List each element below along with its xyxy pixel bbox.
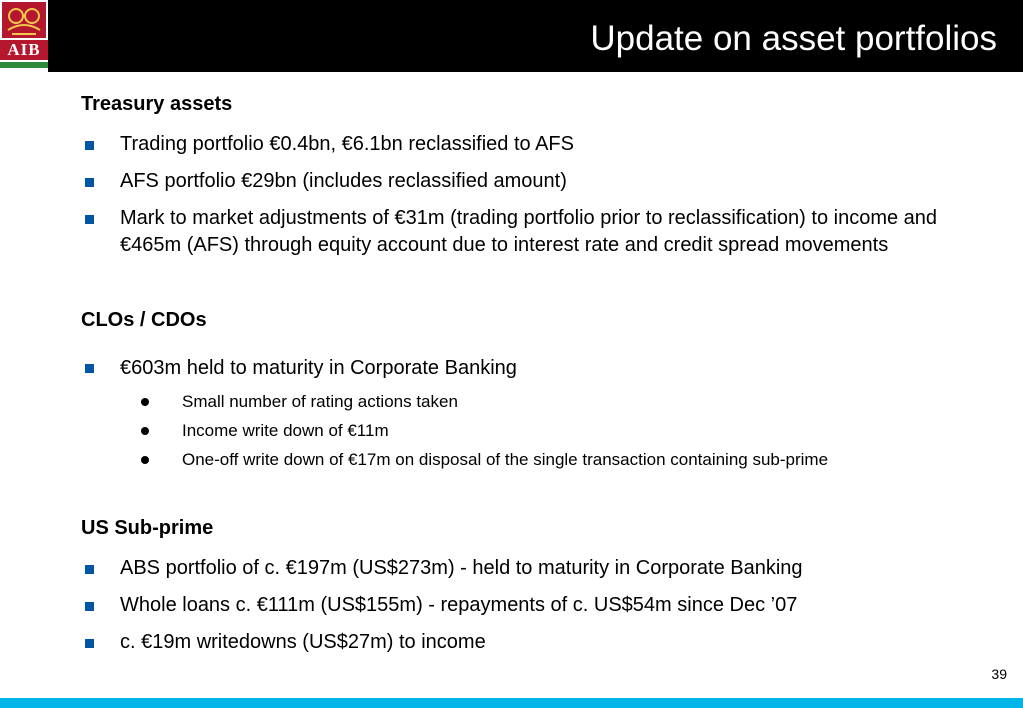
round-bullet-icon	[141, 456, 149, 464]
square-bullet-icon	[85, 639, 94, 648]
square-bullet-icon	[85, 178, 94, 187]
crest-icon	[2, 2, 46, 38]
section-heading-clos: CLOs / CDOs	[81, 309, 207, 331]
section-heading-us-subprime: US Sub-prime	[81, 517, 214, 539]
bullet-item: Whole loans c. €111m (US$155m) - repayments of c. US$54m since Dec ’07	[120, 594, 798, 616]
bullet-item: Trading portfolio €0.4bn, €6.1bn reclassified to AFS	[120, 133, 574, 155]
aib-logo	[0, 0, 48, 72]
square-bullet-icon	[85, 565, 94, 574]
bullet-item: ABS portfolio of c. €197m (US$273m) - held to maturity in Corporate Banking	[120, 557, 803, 579]
page-number: 39	[991, 666, 1007, 682]
bullet-item: €603m held to maturity in Corporate Banking	[120, 357, 517, 379]
logo-stripe	[0, 62, 48, 68]
section-heading-treasury: Treasury assets	[81, 93, 233, 115]
bullet-item: Mark to market adjustments of €31m (trading portfolio prior to reclassification) to income and €465m (AFS) through equity account due to interest rate and credit spread movements	[120, 207, 938, 256]
round-bullet-icon	[141, 427, 149, 435]
footer-bar	[0, 698, 1023, 708]
square-bullet-icon	[85, 602, 94, 611]
sub-bullet-item: Small number of rating actions taken	[182, 392, 458, 411]
square-bullet-icon	[85, 364, 94, 373]
slide-title: Update on asset portfolios	[590, 19, 997, 58]
square-bullet-icon	[85, 215, 94, 224]
bullet-item: c. €19m writedowns (US$27m) to income	[120, 631, 486, 653]
bullet-item: AFS portfolio €29bn (includes reclassified amount)	[120, 170, 567, 192]
sub-bullet-item: One-off write down of €17m on disposal of the single transaction containing sub-prime	[182, 450, 829, 469]
logo-text: AIB	[0, 40, 48, 60]
square-bullet-icon	[85, 141, 94, 150]
round-bullet-icon	[141, 398, 149, 406]
sub-bullet-item: Income write down of €11m	[182, 421, 389, 440]
header-bar	[0, 0, 1023, 72]
